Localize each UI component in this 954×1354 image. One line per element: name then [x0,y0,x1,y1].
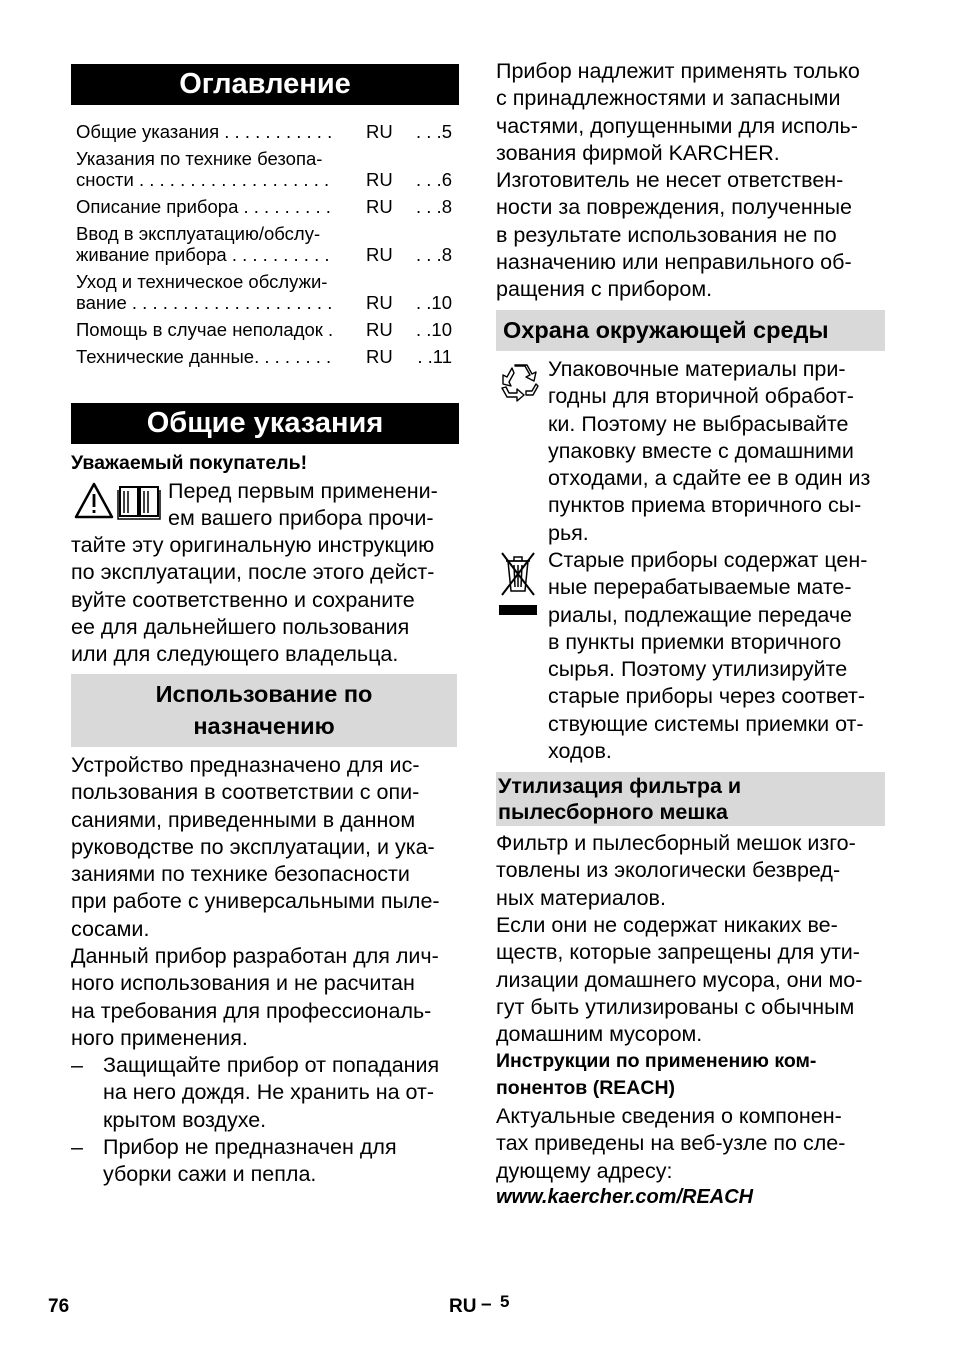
toc-entry-lang: RU [366,292,393,313]
list-item-dash: – [71,1135,83,1159]
intro-paragraph-indented: Перед первым применени- ем вашего прибора прочи- [168,479,438,531]
section-dash: – [481,1294,492,1315]
warning-triangle-icon [74,482,114,520]
toc-entry-page: . . .5 [416,121,452,142]
toc-entry[interactable] [76,316,452,343]
reach-url-link[interactable]: www.kaercher.com/REACH [496,1186,754,1208]
toc-entry[interactable] [76,343,452,370]
intended-use-heading: Использование по назначению [71,674,457,747]
toc-entry-lang: RU [366,346,393,367]
list-item: Прибор не предназначен для уборки сажи и пепла. [103,1135,397,1187]
environment-heading: Охрана окружающей среды [496,310,885,351]
toc-entry-label-line1: Ввод в эксплуатацию/обслу- [76,223,321,244]
toc-entry-page: . .10 [416,319,452,340]
toc-entry-page: . .11 [417,346,452,367]
toc-entry[interactable] [76,166,452,193]
reach-heading: Инструкции по применению ком- понентов (REACH) [496,1050,817,1099]
toc-entry-lang: RU [366,319,393,340]
list-item-dash: – [71,1053,83,1077]
filter-paragraph-2: Если они не содержат никаких ве- ществ, которые запрещены для ути- лизации домашнего мусора, они мо- гут быть утилизированы с обычным домашним мусором. [496,913,863,1047]
toc-entry-label: сности . . . . . . . . . . . . . . . . . . . [76,169,330,190]
toc-entry-label: Общие указания . . . . . . . . . . . [76,121,333,142]
toc-entry[interactable] [76,118,452,145]
filter-disposal-heading: Утилизация фильтра и пылесборного мешка [496,772,885,826]
page-number: 76 [48,1296,70,1317]
section-page: 5 [500,1292,510,1311]
accessories-paragraph: Прибор надлежит применять только с принадлежностями и запасными частями, допущенными для исполь- зования фирмой KARCHER. Изготовитель не несет ответствен- ности за повреждения, полученные в результате использования не по назначению или неправильного об- ращения с прибором. [496,59,860,302]
toc-entry[interactable] [76,241,452,268]
manual-book-icon [117,482,161,520]
toc-entry-label: Технические данные. . . . . . . . [76,346,332,367]
filter-paragraph-1: Фильтр и пылесборный мешок изго- товлены из экологически безвред- ных материалов. [496,831,856,910]
intended-use-paragraph-1: Устройство предназначено для ис- пользования в соответствии с опи- саниями, приведенными в данном руководстве по эксплуатации, и ука- заниями по технике безопасности при работе с универсальными пыле- сосами. [71,753,440,941]
dear-customer-heading: Уважаемый покупатель! [71,452,308,474]
toc-entry[interactable] [76,193,452,220]
intro-paragraph: тайте эту оригинальную инструкцию по эксплуатации, после этого дейст- вуйте соответственно и сохраните ее для дальнейшего пользования или для следующего владельца. [71,533,435,667]
toc-entry-lang: RU [366,244,393,265]
toc-heading: Оглавление [71,64,459,105]
weee-paragraph: Старые приборы содержат цен- ные перерабатываемые мате- риалы, подлежащие передаче в пункты приемки вторичного сырья. Поэтому утилизируйте старые приборы через соответ- ствующие системы приемки от- ходов. [548,548,868,764]
crossed-bin-icon [498,549,538,619]
toc-entry-page: . . .8 [416,244,452,265]
section-code: RU [449,1296,477,1317]
toc-entry-page: . .10 [416,292,452,313]
toc-entry-lang: RU [366,169,393,190]
toc-entry-lang: RU [366,121,393,142]
recycle-paragraph: Упаковочные материалы при- годны для вторичной обработ- ки. Поэтому не выбрасывайте упаковку вместе с домашними отходами, а сдайте ее в один из пунктов приема вторичного сы- рья. [548,357,871,545]
recycle-icon [498,362,542,404]
toc-entry-label: живание прибора . . . . . . . . . . [76,244,330,265]
toc-entry-label: Описание прибора . . . . . . . . . [76,196,331,217]
general-heading: Общие указания [71,403,459,444]
list-item: Защищайте прибор от попадания на него дождя. Не хранить на от- крытом воздухе. [103,1053,440,1132]
toc-entry-label-line1: Указания по технике безопа- [76,148,323,169]
intended-use-paragraph-2: Данный прибор разработан для лич- ного использования и не расчитан на требования для профессиональ- ного применения. [71,944,439,1050]
toc-entry[interactable] [76,289,452,316]
toc-entry-label: Помощь в случае неполадок . [76,319,334,340]
toc-entry-label-line1: Уход и техническое обслужи- [76,271,328,292]
toc-entry-lang: RU [366,196,393,217]
toc-entry-page: . . .6 [416,169,452,190]
reach-paragraph: Актуальные сведения о компонен- тах приведены на веб-узле по сле- дующему адресу: [496,1104,846,1183]
toc-entry-page: . . .8 [416,196,452,217]
toc-entry-label: вание . . . . . . . . . . . . . . . . . . . . [76,292,333,313]
